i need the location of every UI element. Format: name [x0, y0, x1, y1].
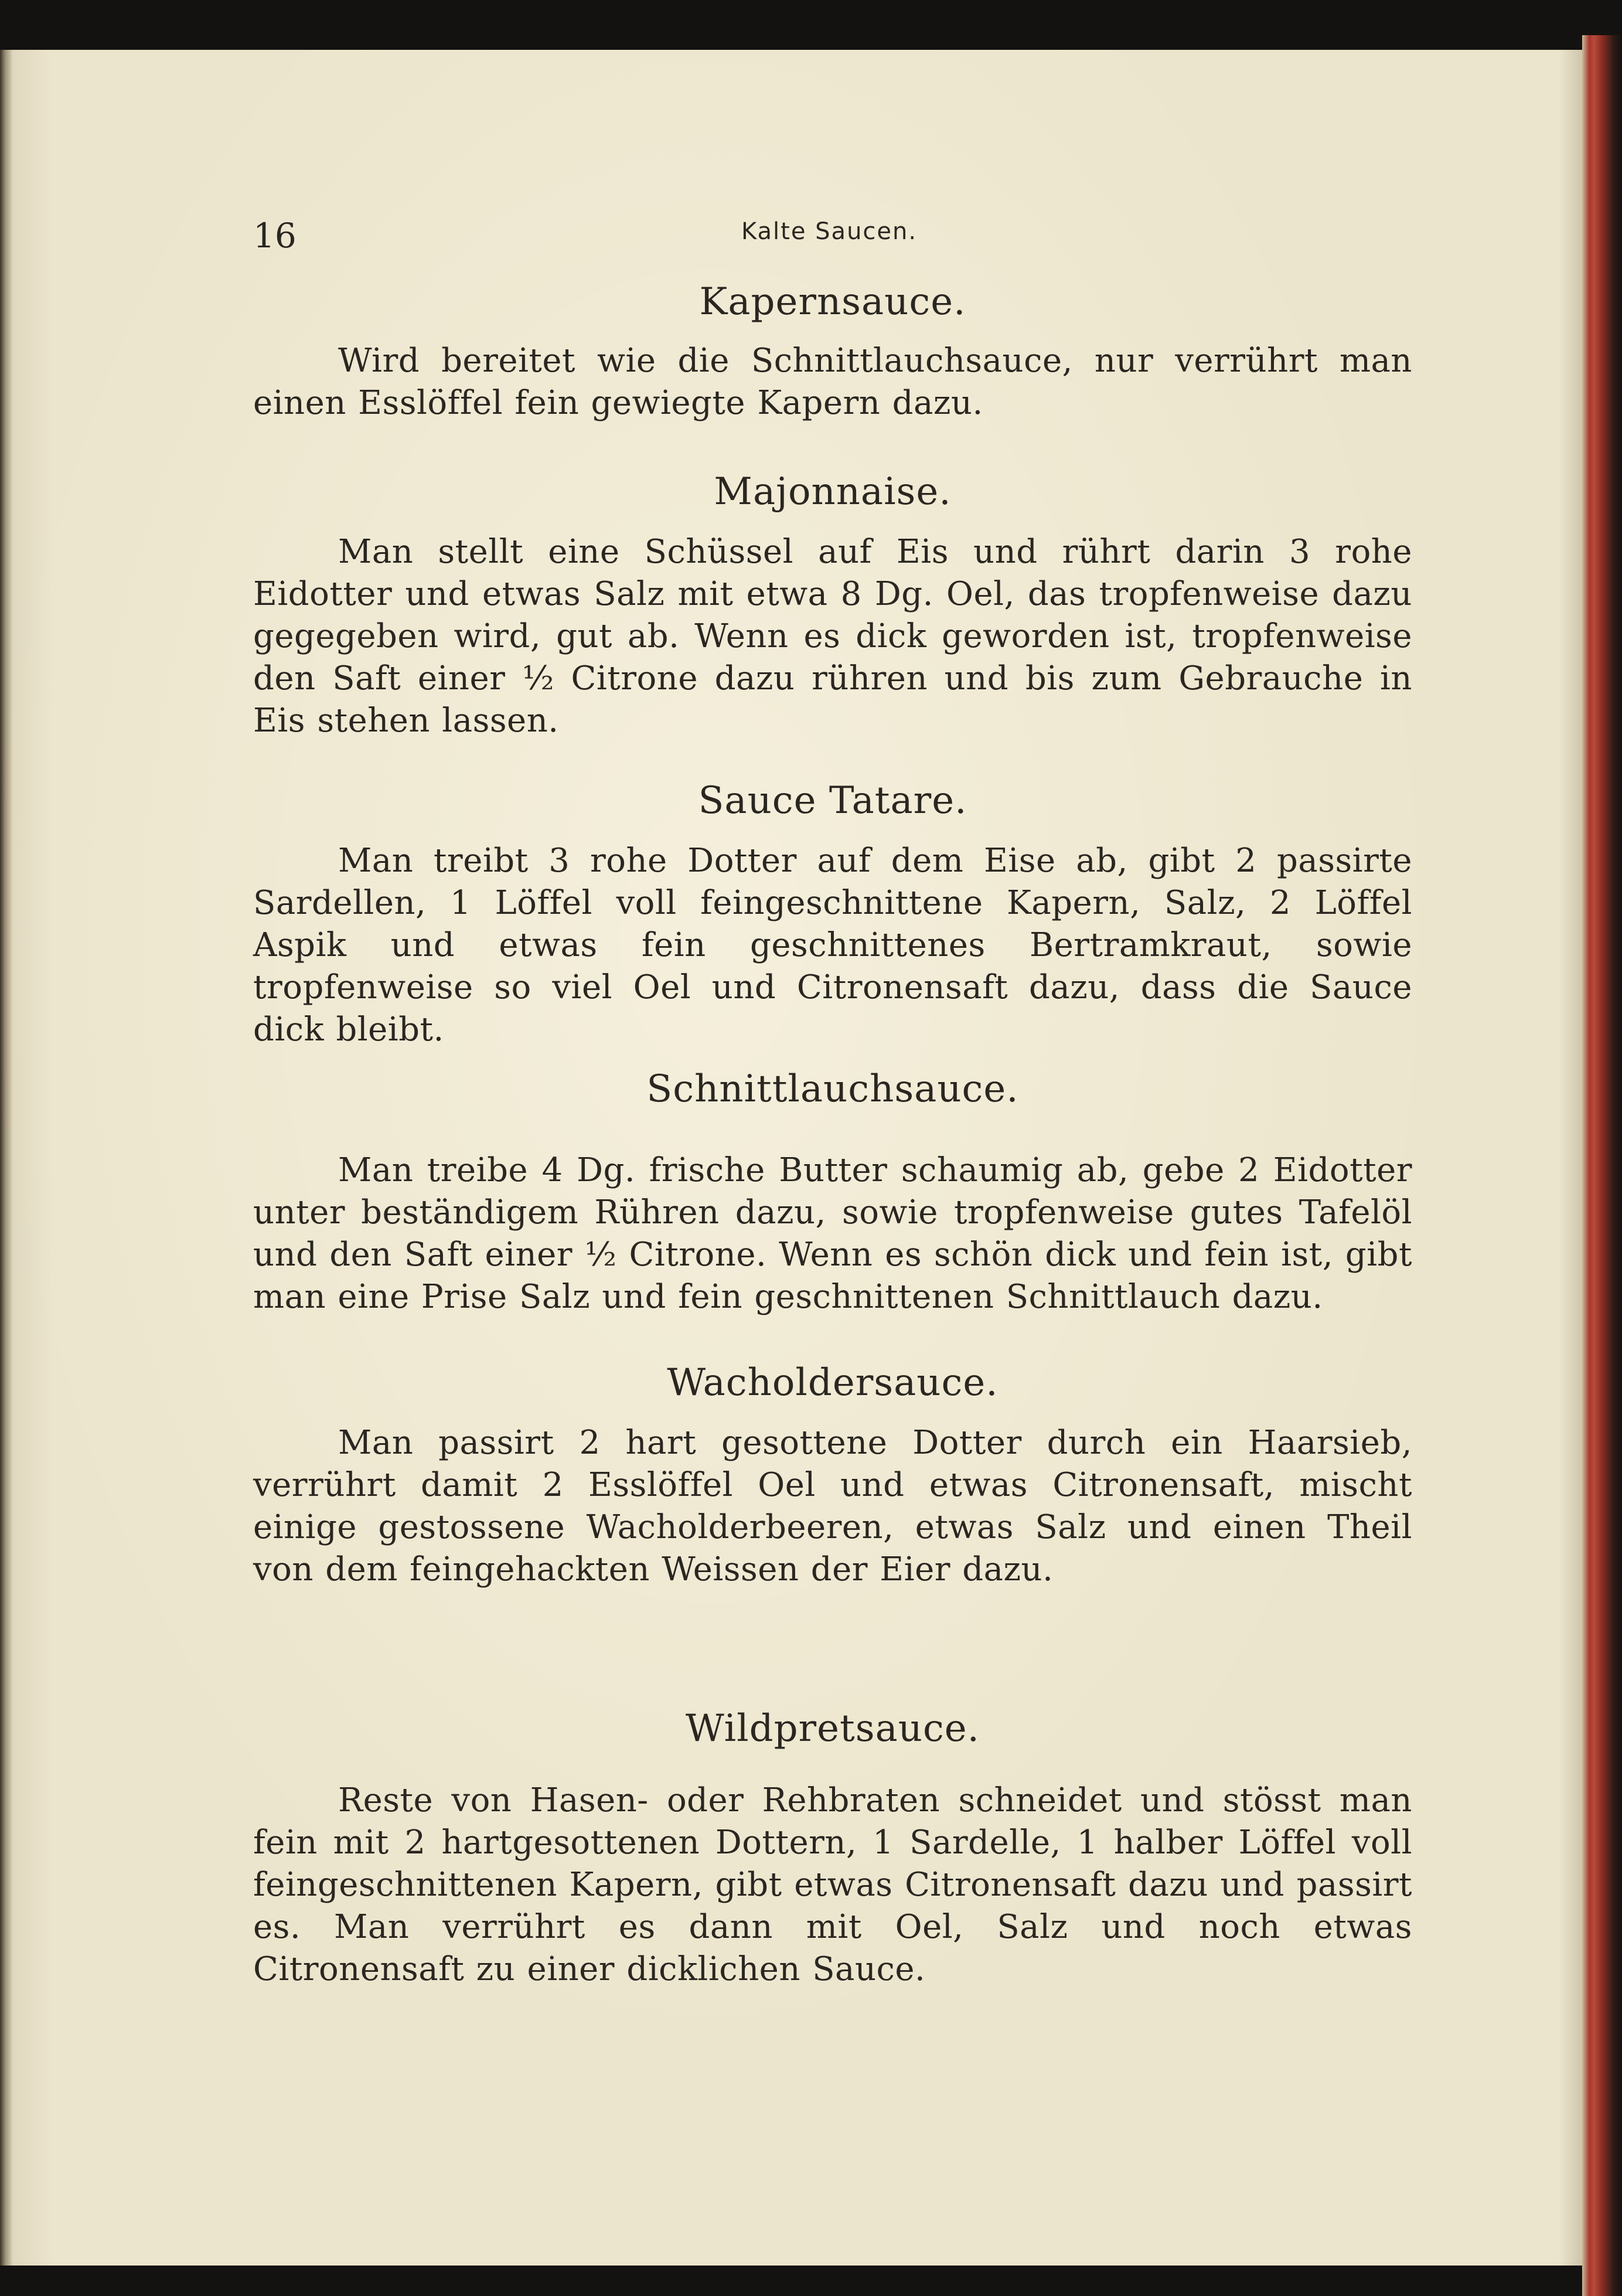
recipe-title: Majonnaise.: [714, 470, 952, 513]
recipe-section: [253, 774, 1412, 1051]
recipe-text: Reste von Hasen- oder Rehbraten schneidet und stösst man fein mit 2 hartgesottenen Dottern, 1 Sardelle, 1 halber Löffel voll feingeschnittenen Kapern, gibt etwas Citronensaft dazu und passirt es. Man verrührt es dann mit Oel, Salz und noch etwas Citronensaft zu einer dicklichen Sauce.: [253, 1781, 1412, 1988]
recipe-text: Man treibt 3 rohe Dotter auf dem Eise ab, gibt 2 passirte Sardellen, 1 Löffel voll feingeschnittene Kapern, Salz, 2 Löffel Aspik und etwas fein geschnittenes Bertramkraut, sowie tropfenweise so viel Oel und Citronensaft dazu, dass die Sauce dick bleibt.: [253, 842, 1412, 1049]
recipe-section: [253, 1063, 1412, 1318]
recipe-text: Man treibe 4 Dg. frische Butter schaumig ab, gebe 2 Eidotter unter beständigem Rühren dazu, sowie tropfenweise gutes Tafelöl und den Saft einer ½ Citrone. Wenn es schön dick und fein ist, gibt man eine Prise Salz und fein geschnittenen Schnittlauch dazu.: [253, 1151, 1412, 1316]
recipe-text: Man passirt 2 hart gesottene Dotter durch ein Haarsieb, verrührt damit 2 Esslöffel Oel und etwas Citronensaft, mischt einige gestossene Wacholderbeeren, etwas Salz und einen Theil von dem feingehackten Weissen der Eier dazu.: [253, 1424, 1412, 1589]
recipe-title: Sauce Tatare.: [698, 779, 967, 822]
page-number: 16: [253, 216, 297, 256]
page-content: [253, 275, 1412, 1991]
recipe-title: Kapernsauce.: [699, 280, 966, 324]
recipe-title: Schnittlauchsauce.: [646, 1067, 1019, 1111]
recipe-text: Man stellt eine Schüssel auf Eis und rührt darin 3 rohe Eidotter und etwas Salz mit etwa 8 Dg. Oel, das tropfenweise dazu gegegeben wird, gut ab. Wenn es dick geworden ist, tropfenweise den Saft einer ½ Citrone dazu rühren und bis zum Gebrauche in Eis stehen lassen.: [253, 533, 1412, 740]
page-left-edge: [0, 50, 13, 2266]
recipe-title: Wacholdersauce.: [667, 1361, 999, 1404]
running-head-title: Kalte Saucen.: [741, 218, 918, 245]
recipe-section: [253, 1356, 1412, 1591]
book-edge: [1582, 35, 1622, 2296]
recipe-section: [253, 465, 1412, 742]
recipe-text: Wird bereitet wie die Schnittlauchsauce, nur verrührt man einen Esslöffel fein gewiegte Kapern dazu.: [253, 342, 1412, 422]
recipe-title: Wildpretsauce.: [686, 1707, 980, 1750]
recipe-section: [253, 1702, 1412, 1991]
running-head: [0, 211, 1582, 264]
recipe-section: [253, 275, 1412, 424]
